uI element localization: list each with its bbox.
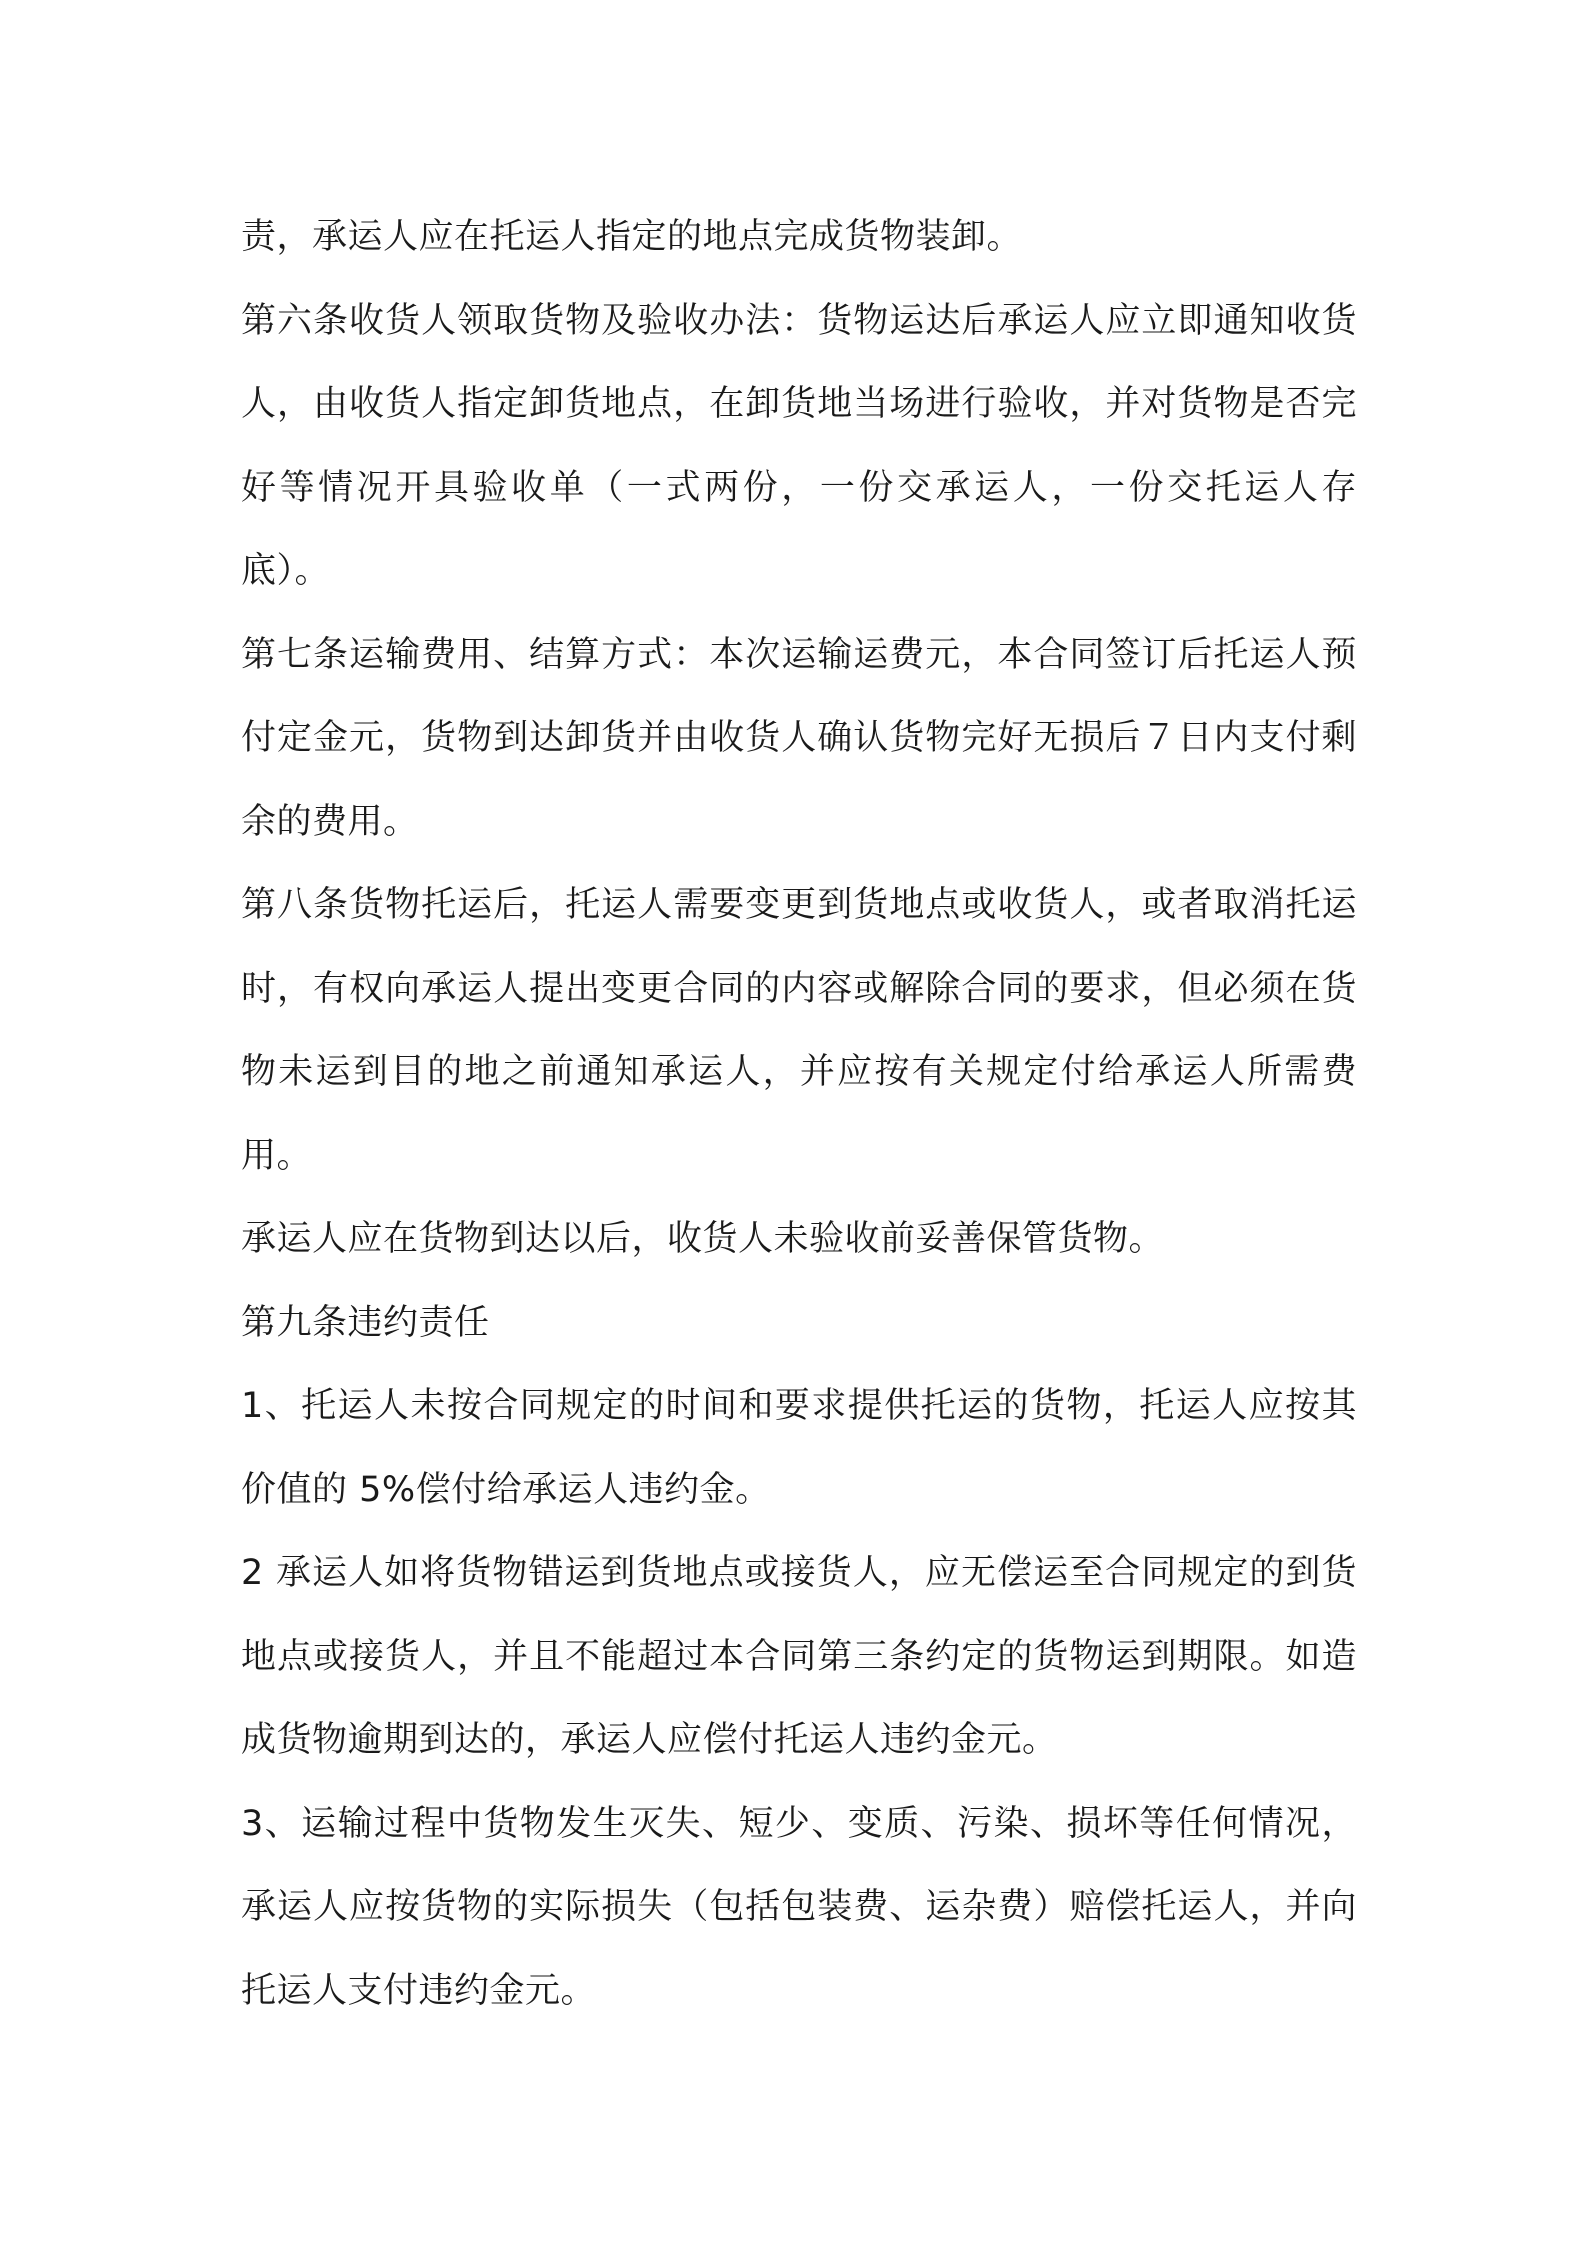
paragraph-carrier-custody: 承运人应在货物到达以后，收货人未验收前妥善保管货物。 [241, 1219, 1165, 1259]
paragraph-continuation-loading: 责，承运人应在托运人指定的地点完成货物装卸。 [241, 217, 1023, 257]
paragraph-article-9-heading: 第九条违约责任 [241, 1302, 490, 1343]
paragraph-breach-clause-2: 2 承运人如将货物错运到货地点或接货人，应无偿运至合同规定的到货地点或接货人，并且不能超过本合同第三条约定的货物运到期限。如造成货物逾期到达的，承运人应偿付托运人违约金元。 [241, 1553, 1357, 1760]
paragraph-breach-clause-3: 3、运输过程中货物发生灭失、短少、变质、污染、损坏等任何情况，承运人应按货物的实际损失（包括包装费、运杂费）赔偿托运人，并向托运人支付违约金元。 [241, 1803, 1357, 2011]
paragraph-article-8-changes: 第八条货物托运后，托运人需要变更到货地点或收货人，或者取消托运时，有权向承运人提出变更合同的内容或解除合同的要求，但必须在货物未运到目的地之前通知承运人，并应按有关规定付给承运人所需费用。 [241, 885, 1357, 1176]
contract-body [241, 196, 1357, 2033]
paragraph-article-6-receipt-inspection: 第六条收货人领取货物及验收办法：货物运达后承运人应立即通知收货人，由收货人指定卸货地点，在卸货地当场进行验收，并对货物是否完好等情况开具验收单（一式两份，一份交承运人，一份交托运人存底）。 [241, 300, 1357, 591]
paragraph-breach-clause-1: 1、托运人未按合同规定的时间和要求提供托运的货物，托运人应按其价值的 5%偿付给承运人违约金。 [241, 1386, 1357, 1510]
paragraph-article-7-fees-settlement: 第七条运输费用、结算方式：本次运输运费元，本合同签订后托运人预付定金元，货物到达卸货并由收货人确认货物完好无损后７日内支付剩余的费用。 [241, 634, 1357, 842]
